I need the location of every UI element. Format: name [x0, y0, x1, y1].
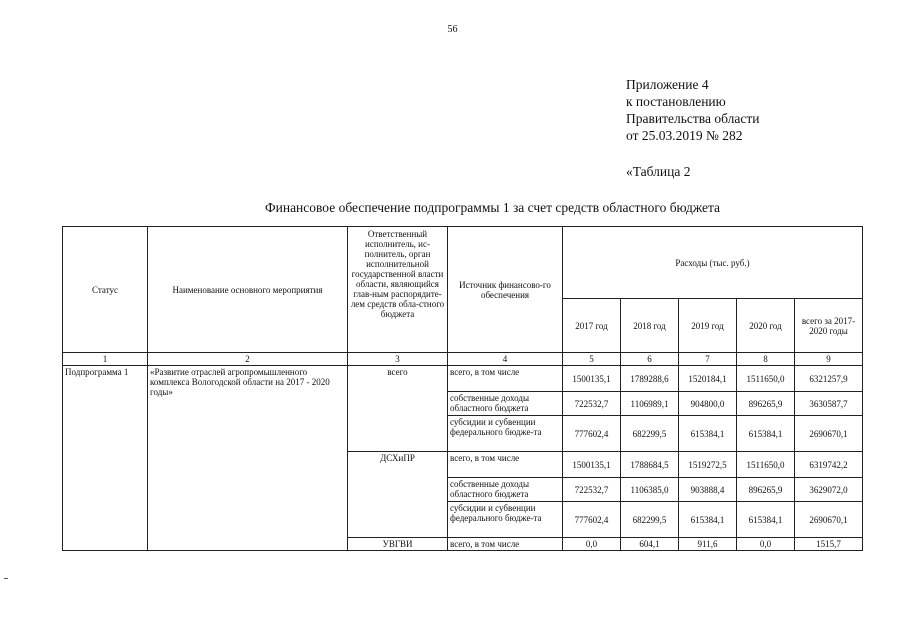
- source-cell: всего, в том числе: [448, 538, 563, 551]
- value-2020: 896265,9: [737, 392, 795, 416]
- value-2018: 1106385,0: [621, 478, 679, 502]
- value-2018: 682299,5: [621, 416, 679, 452]
- scan-edge-mark: [4, 578, 8, 579]
- header-year-2019: 2019 год: [679, 299, 737, 353]
- value-2019: 615384,1: [679, 502, 737, 538]
- value-2019: 1520184,1: [679, 366, 737, 392]
- value-total: 6321257,9: [795, 366, 863, 392]
- header-responsible: Ответственный исполнитель, ис-полнитель, орган исполнительной государственной власти области, являющийся глав-ным распорядите-лем средств обла-стного бюджета: [348, 227, 448, 353]
- value-2017: 722532,7: [563, 478, 621, 502]
- column-number: 1: [63, 353, 148, 366]
- appendix-line: Приложение 4: [626, 77, 709, 92]
- source-cell: собственные доходы областного бюджета: [448, 392, 563, 416]
- appendix-block: [626, 76, 759, 144]
- value-total: 2690670,1: [795, 502, 863, 538]
- source-cell: субсидии и субвенции федерального бюдже-та: [448, 502, 563, 538]
- value-2017: 722532,7: [563, 392, 621, 416]
- appendix-line: к постановлению: [626, 94, 726, 109]
- value-total: 3630587,7: [795, 392, 863, 416]
- column-number: 5: [563, 353, 621, 366]
- page-number: 56: [447, 24, 458, 35]
- value-total: 3629072,0: [795, 478, 863, 502]
- value-2017: 777602,4: [563, 502, 621, 538]
- value-2019: 615384,1: [679, 416, 737, 452]
- header-year-2018: 2018 год: [621, 299, 679, 353]
- value-2019: 1519272,5: [679, 452, 737, 478]
- source-cell: субсидии и субвенции федерального бюдже-та: [448, 416, 563, 452]
- table-title: Финансовое обеспечение подпрограммы 1 за счет средств областного бюджета: [264, 200, 721, 215]
- value-2019: 904800,0: [679, 392, 737, 416]
- financing-table: [62, 226, 863, 551]
- appendix-line: Правительства области: [626, 111, 760, 126]
- header-year-2017: 2017 год: [563, 299, 621, 353]
- value-total: 6319742,2: [795, 452, 863, 478]
- source-cell: всего, в том числе: [448, 366, 563, 392]
- value-2018: 682299,5: [621, 502, 679, 538]
- source-cell: собственные доходы областного бюджета: [448, 478, 563, 502]
- column-number: 8: [737, 353, 795, 366]
- value-2017: 1500135,1: [563, 366, 621, 392]
- column-numbers-row: [63, 353, 863, 366]
- table-label: «Таблица 2: [626, 164, 691, 179]
- value-2020: 1511650,0: [737, 452, 795, 478]
- source-cell: всего, в том числе: [448, 452, 563, 478]
- value-2020: 1511650,0: [737, 366, 795, 392]
- header-year-2020: 2020 год: [737, 299, 795, 353]
- column-number: 9: [795, 353, 863, 366]
- program-status: Подпрограмма 1: [63, 366, 148, 551]
- column-number: 6: [621, 353, 679, 366]
- value-2019: 911,6: [679, 538, 737, 551]
- value-2020: 615384,1: [737, 502, 795, 538]
- appendix-line: от 25.03.2019 № 282: [626, 128, 743, 143]
- value-2020: 615384,1: [737, 416, 795, 452]
- header-status: Статус: [63, 227, 148, 353]
- value-2018: 604,1: [621, 538, 679, 551]
- table-row: [63, 366, 863, 392]
- value-2018: 1788684,5: [621, 452, 679, 478]
- value-2018: 1106989,1: [621, 392, 679, 416]
- column-number: 7: [679, 353, 737, 366]
- header-expenses: Расходы (тыс. руб.): [563, 227, 863, 299]
- responsible-dshipr: ДСХиПР: [348, 452, 448, 538]
- program-activity: «Развитие отраслей агропромышленного комплекса Вологодской области на 2017 - 2020 годы»: [148, 366, 348, 551]
- value-2017: 0,0: [563, 538, 621, 551]
- responsible-uvgvi: УВГВИ: [348, 538, 448, 551]
- column-number: 4: [448, 353, 563, 366]
- header-activity: Наименование основного мероприятия: [148, 227, 348, 353]
- header-source: Источник финансово-го обеспечения: [448, 227, 563, 353]
- value-2020: 896265,9: [737, 478, 795, 502]
- header-total: всего за 2017-2020 годы: [795, 299, 863, 353]
- value-2017: 1500135,1: [563, 452, 621, 478]
- column-number: 2: [148, 353, 348, 366]
- value-total: 2690670,1: [795, 416, 863, 452]
- responsible-total: всего: [348, 366, 448, 452]
- value-2020: 0,0: [737, 538, 795, 551]
- value-2017: 777602,4: [563, 416, 621, 452]
- value-2019: 903888,4: [679, 478, 737, 502]
- value-total: 1515,7: [795, 538, 863, 551]
- value-2018: 1789288,6: [621, 366, 679, 392]
- column-number: 3: [348, 353, 448, 366]
